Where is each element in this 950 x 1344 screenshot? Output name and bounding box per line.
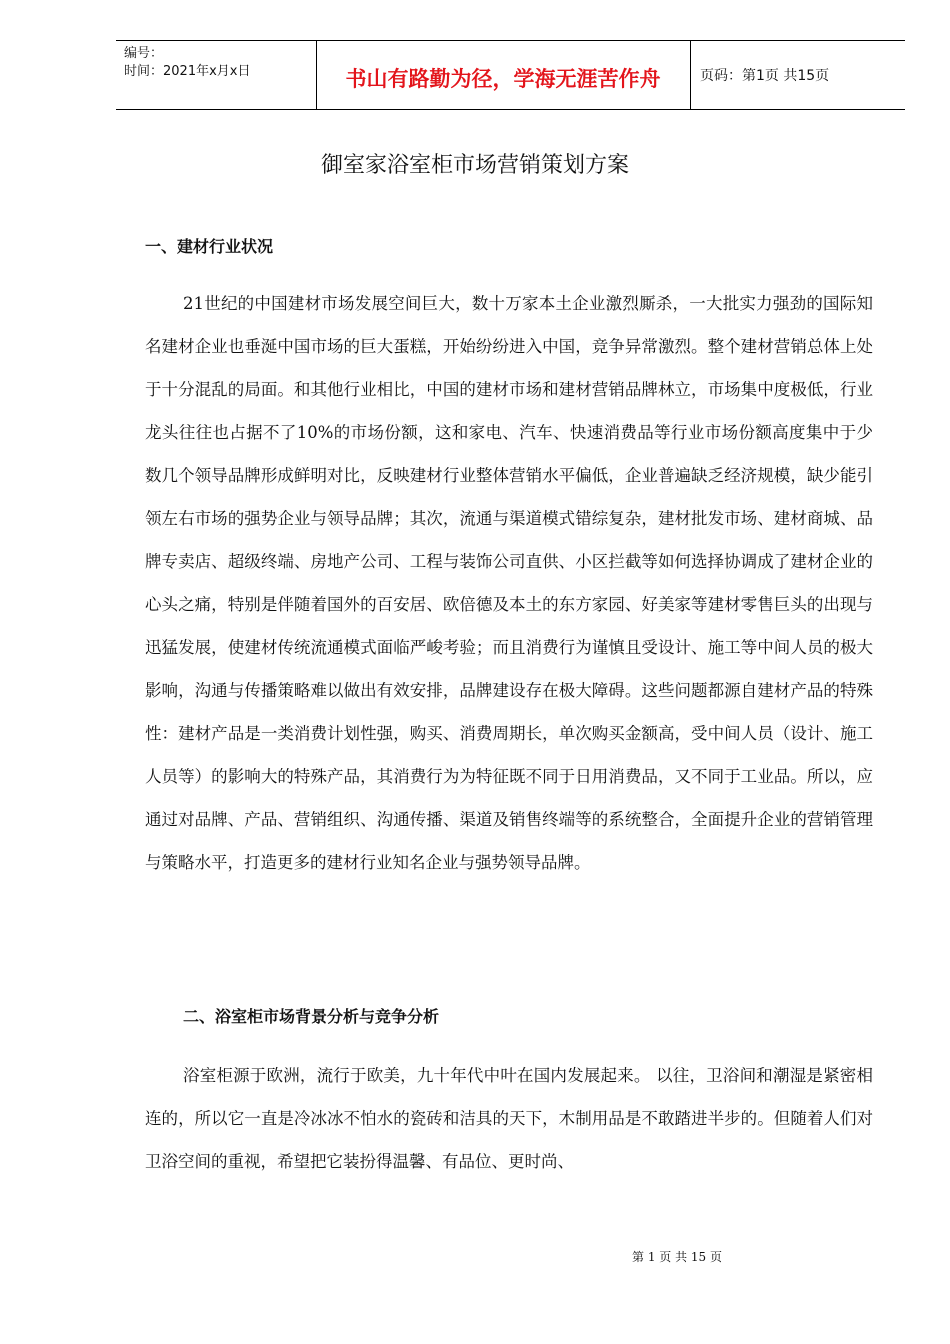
- header-page-cell: [690, 41, 905, 109]
- page-footer: 第 1 页 共 15 页: [632, 1250, 722, 1264]
- header-meta-cell: [116, 41, 317, 109]
- section-2-paragraph: 浴室柜源于欧洲，流行于欧美，九十年代中叶在国内发展起来。 以往，卫浴间和潮湿是紧密相连的，所以它一直是冷冰冰不怕水的瓷砖和洁具的天下，木制用品是不敢踏进半步的。但随着人们对卫浴空间的重视，希望把它装扮得温馨、有品位、更时尚、: [145, 1066, 873, 1171]
- section-heading-1: 一、建材行业状况: [145, 237, 274, 256]
- time-label: 时间：2021年x月x日: [124, 64, 251, 79]
- header-motto-cell: [316, 41, 691, 109]
- page-info: 页码：第1页 共15页: [700, 68, 830, 84]
- motto: 书山有路勤为径，学海无涯苦作舟: [345, 66, 661, 91]
- section-1-paragraph: 21世纪的中国建材市场发展空间巨大，数十万家本土企业激烈厮杀，一大批实力强劲的国际知名建材企业也垂涎中国市场的巨大蛋糕，开始纷纷进入中国，竞争异常激烈。整个建材营销总体上处于十分混乱的局面。和其他行业相比，中国的建材市场和建材营销品牌林立，市场集中度极低，行业龙头往往也占据不了10%的市场份额，这和家电、汽车、快速消费品等行业市场份额高度集中于少数几个领导品牌形成鲜明对比，反映建材行业整体营销水平偏低，企业普遍缺乏经济规模，缺少能引领左右市场的强势企业与领导品牌；其次，流通与渠道模式错综复杂，建材批发市场、建材商城、品牌专卖店、超级终端、房地产公司、工程与装饰公司直供、小区拦截等如何选择协调成了建材企业的心头之痛，特别是伴随着国外的百安居、欧倍德及本土的东方家园、好美家等建材零售巨头的出现与迅猛发展，使建材传统流通模式面临严峻考验；而且消费行为谨慎且受设计、施工等中间人员的极大影响，沟通与传播策略难以做出有效安排，品牌建设存在极大障碍。这些问题都源自建材产品的特殊性：建材产品是一类消费计划性强，购买、消费周期长，单次购买金额高，受中间人员（设计、施工人员等）的影响大的特殊产品，其消费行为为特征既不同于日用消费品，又不同于工业品。所以，应通过对品牌、产品、营销组织、沟通传播、渠道及销售终端等的系统整合，全面提升企业的营销管理与策略水平，打造更多的建材行业知名企业与强势领导品牌。: [145, 294, 873, 872]
- number-label: 编号：: [124, 46, 164, 61]
- header-table: [116, 40, 905, 110]
- section-heading-2: 二、浴室柜市场背景分析与竞争分析: [183, 1007, 440, 1026]
- document-title: 御室家浴室柜市场营销策划方案: [320, 153, 629, 178]
